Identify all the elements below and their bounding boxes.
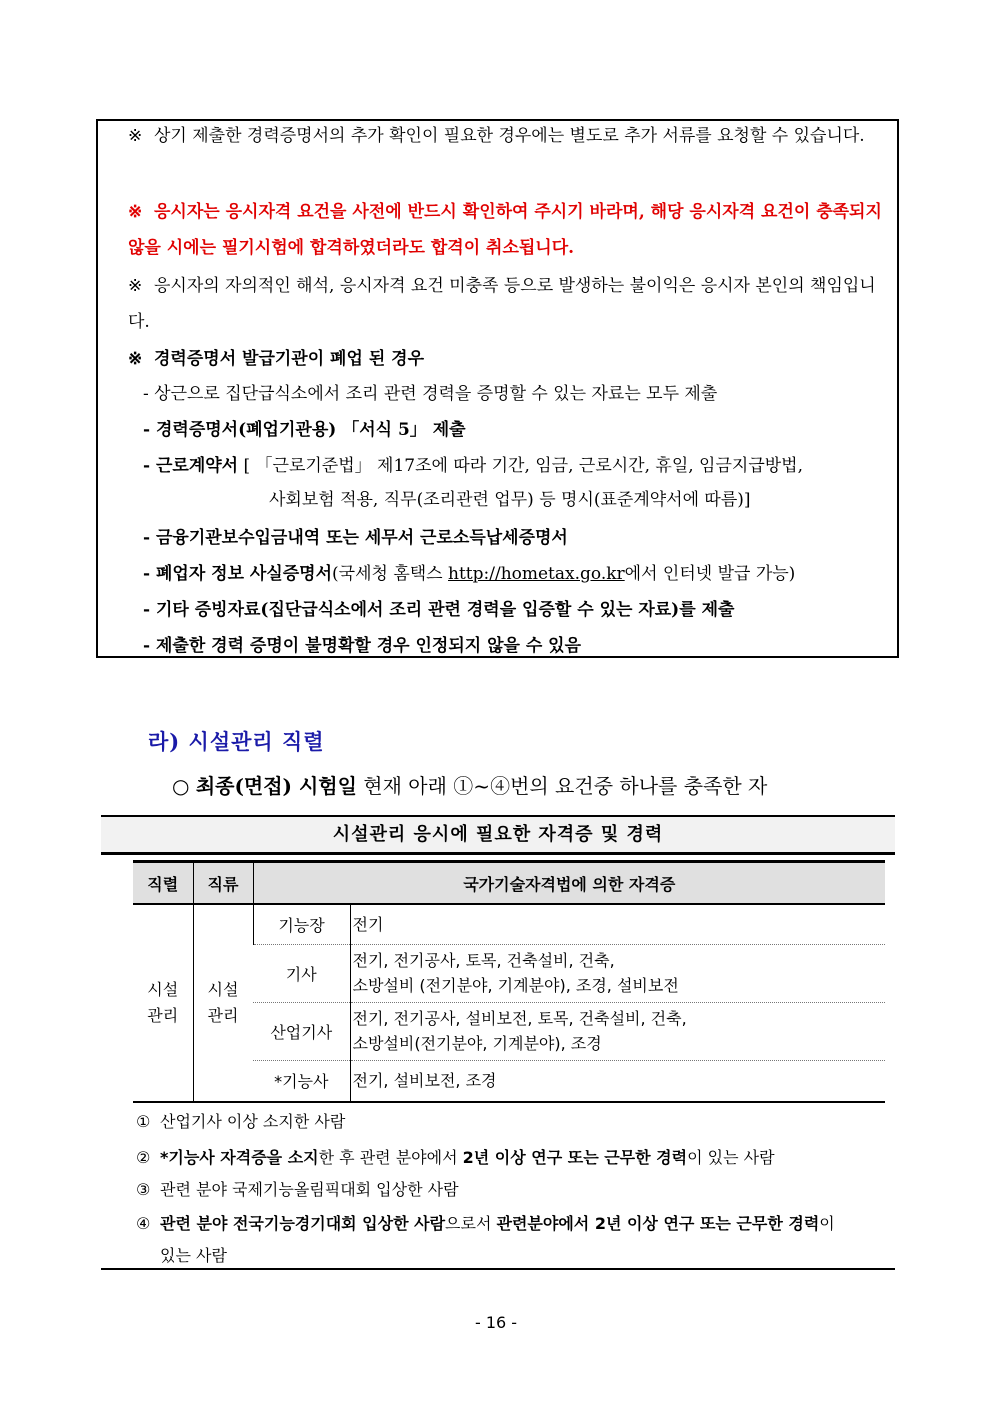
closure-title: ※ 경력증명서 발급기관이 폐업 된 경우 bbox=[128, 341, 888, 377]
criteria-line: ○ 최종(면접) 시험일 현재 아래 ①~④번의 요건중 하나를 충족한 자 bbox=[172, 774, 768, 798]
header-series: 직렬 bbox=[133, 862, 193, 905]
table-caption: 시설관리 응시에 필요한 자격증 및 경력 bbox=[101, 815, 895, 855]
certs-cell: 전기, 전기공사, 설비보전, 토목, 건축설비, 건축, 소방설비(전기분야, 기계분야), 조경 bbox=[350, 1002, 885, 1060]
header-cert: 국가기술자격법에 의한 자격증 bbox=[253, 862, 885, 905]
requirement-1: ① 산업기사 이상 소지한 사람 bbox=[136, 1112, 346, 1131]
reference-mark: ※ bbox=[128, 202, 143, 222]
closure-item-7: - 제출한 경력 증명이 불명확할 경우 인정되지 않을 수 있음 bbox=[143, 636, 582, 656]
grade-cell: 산업기사 bbox=[253, 1002, 350, 1060]
certs-cell: 전기, 전기공사, 토목, 건축설비, 건축, 소방설비 (전기분야, 기계분야), 조경, 설비보전 bbox=[350, 944, 885, 1002]
circle-bullet-icon: ○ bbox=[172, 774, 190, 798]
job-cell: 시설 관리 bbox=[193, 904, 253, 1102]
closure-item-2: - 경력증명서(폐업기관용) 「서식 5」 제출 bbox=[143, 420, 466, 440]
header-job: 직류 bbox=[193, 862, 253, 905]
certs-cell: 전기 bbox=[350, 904, 885, 944]
grade-cell: 기능장 bbox=[253, 904, 350, 944]
grade-cell: 기사 bbox=[253, 944, 350, 1002]
bottom-rule bbox=[101, 1268, 895, 1270]
certs-cell: 전기, 설비보전, 조경 bbox=[350, 1060, 885, 1102]
notice-note-3: ※ 응시자의 자의적인 해석, 응시자격 요건 미충족 등으로 발생하는 불이익은 응시자 본인의 책임입니다. bbox=[128, 268, 888, 340]
hometax-link[interactable]: http://hometax.go.kr bbox=[448, 564, 625, 584]
closure-item-1: - 상근으로 집단급식소에서 조리 관련 경력을 증명할 수 있는 자료는 모두 제출 bbox=[143, 384, 718, 404]
closure-item-4: - 금융기관보수입금내역 또는 세무서 근로소득납세증명서 bbox=[143, 528, 568, 548]
closure-item-3-continued: 사회보험 적용, 직무(조리관련 업무) 등 명시(표준계약서에 따름)] bbox=[269, 490, 751, 510]
closure-item-6: - 기타 증빙자료(집단급식소에서 조리 관련 경력을 입증할 수 있는 자료)를 제출 bbox=[143, 600, 735, 620]
requirement-4-continued: 있는 사람 bbox=[160, 1246, 227, 1265]
requirements-table bbox=[133, 860, 885, 1103]
closure-item-3: - 근로계약서 [ 「근로기준법」 제17조에 따라 기간, 임금, 근로시간, 휴일, 임금지급방법, 사회보험 적용, 직무(조리관련 업무) 등 명시(표준계약서에 따름)] bbox=[143, 449, 803, 483]
notice-note-1: ※ 상기 제출한 경력증명서의 추가 확인이 필요한 경우에는 별도로 추가 서류를 요청할 수 있습니다. bbox=[128, 118, 888, 154]
section-heading: 라) 시설관리 직렬 bbox=[148, 729, 325, 754]
notice-note-2-warning: ※ 응시자는 응시자격 요건을 사전에 반드시 확인하여 주시기 바라며, 해당 응시자격 요건이 충족되지 않을 시에는 필기시험에 합격하였더라도 합격이 취소됩니다. bbox=[128, 194, 888, 266]
series-cell: 시설 관리 bbox=[147, 980, 179, 1025]
requirement-3: ③ 관련 분야 국제기능올림픽대회 입상한 사람 bbox=[136, 1180, 459, 1199]
requirement-4: ④ 관련 분야 전국기능경기대회 입상한 사람으로서 관련분야에서 2년 이상 연구 또는 근무한 경력이 bbox=[136, 1214, 835, 1233]
reference-mark: ※ bbox=[128, 349, 143, 369]
grade-cell: *기능사 bbox=[274, 1072, 329, 1092]
requirement-2: ② *기능사 자격증을 소지한 후 관련 분야에서 2년 이상 연구 또는 근무한 경력이 있는 사람 bbox=[136, 1148, 775, 1167]
table-row bbox=[133, 904, 885, 944]
reference-mark: ※ bbox=[128, 126, 143, 146]
closure-item-5: - 폐업자 정보 사실증명서(국세청 홈택스 http://hometax.go.kr에서 인터넷 발급 가능) bbox=[143, 564, 796, 584]
table-header-row bbox=[133, 862, 885, 905]
page-number: - 16 - bbox=[474, 1313, 518, 1332]
reference-mark: ※ bbox=[128, 276, 143, 296]
